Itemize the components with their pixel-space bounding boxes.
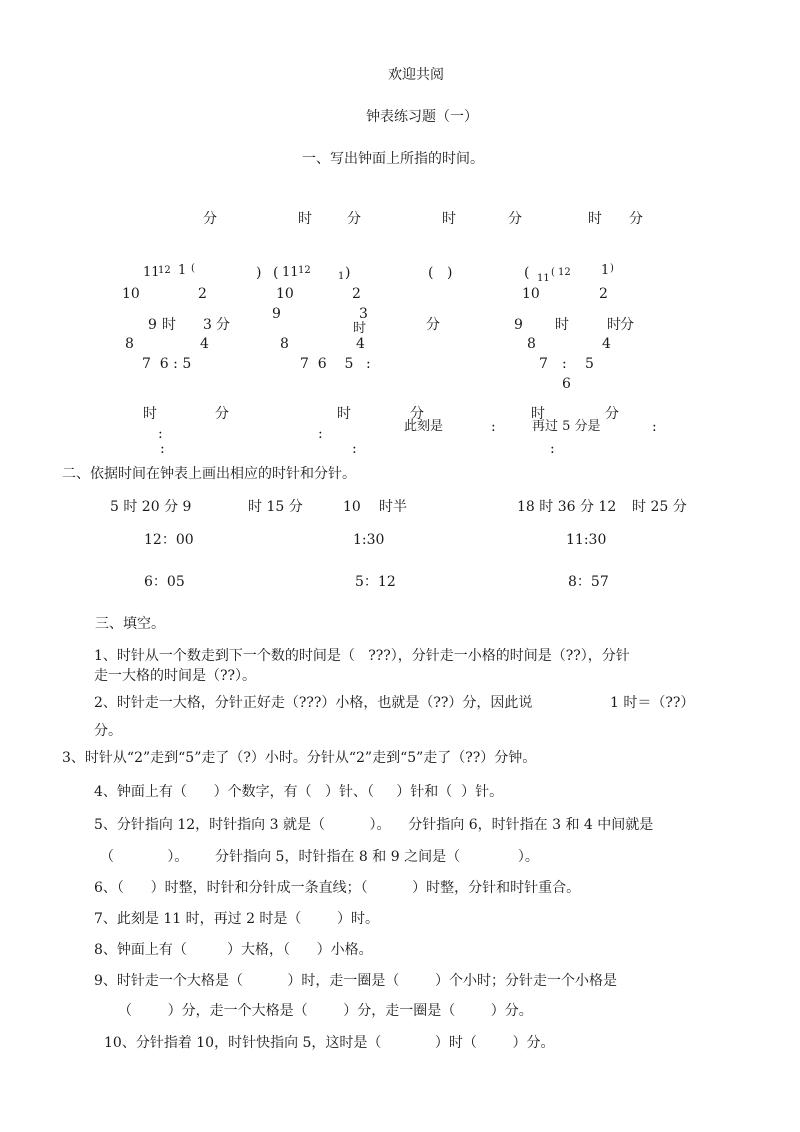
- question-6: 6、（ ）时整，时针和分针成一条直线；（ ）时整，分针和时针重合。: [94, 880, 581, 896]
- question-8: 8、钟面上有（ ）大格，（ ）小格。: [94, 942, 373, 958]
- clock3-numeral-5: 5: [585, 356, 594, 372]
- section2-heading: 二、依据时间在钟表上画出相应的时针和分针。: [62, 466, 356, 482]
- answer-paren: (: [273, 265, 279, 281]
- section3-heading: 三、填空。: [95, 616, 165, 632]
- clock2-numerals-bottom: 7 6 5: [300, 356, 354, 372]
- question-9-line1: 9、时针走一个大格是（ ）时，走一圈是（ ）个小时；分针走一个小格是: [94, 973, 618, 989]
- unit-label: 分: [629, 211, 643, 227]
- colon-mark: :: [652, 419, 657, 435]
- clock3-numeral-4: 4: [602, 336, 611, 352]
- clock3-numeral-7: 7: [539, 356, 548, 372]
- question-10: 10、分针指着 10，时针快指向 5，这时是（ ）时（ ）分。: [104, 1035, 555, 1051]
- answer-paren: (: [551, 267, 555, 278]
- answer-paren: ): [345, 265, 351, 281]
- section1-heading: 一、写出钟面上所指的时间。: [302, 151, 484, 167]
- digital-time: 11:30: [566, 532, 607, 548]
- colon-mark: :: [318, 426, 323, 442]
- unit-label: 时: [298, 211, 312, 227]
- clock3-numeral-11: 11: [537, 273, 550, 284]
- clock3-numeral-6: 6: [562, 376, 571, 392]
- colon-mark: :: [158, 426, 163, 442]
- unit-label: 分: [508, 211, 522, 227]
- question-7: 7、此刻是 11 时，再过 2 时是（ ）时。: [94, 911, 380, 927]
- clock1-numeral-9: 9: [148, 317, 157, 333]
- colon-mark: :: [160, 441, 165, 457]
- question-1-line2: 走一大格的时间是（??）。: [94, 668, 257, 684]
- time-prompt: 18 时 36 分 12: [517, 499, 617, 515]
- colon-mark: :: [562, 356, 567, 372]
- question-3: 3、时针从“2”走到“5”走了（?）小时。分针从“2”走到“5”走了（??）分钟。: [62, 750, 537, 766]
- question-2-line2: 分。: [94, 723, 122, 739]
- now-note: 此刻是: [404, 419, 444, 434]
- time-prompt: 时半: [379, 499, 407, 515]
- clock1-numeral-1: 1: [178, 263, 187, 278]
- answer-minute-label: 分: [410, 406, 424, 422]
- colon-mark: :: [352, 441, 357, 457]
- digital-time: 5：12: [355, 574, 396, 590]
- minute-label: 分: [216, 317, 230, 333]
- minute-label: 分: [620, 317, 634, 333]
- clock1-numeral-3: 3: [203, 317, 212, 333]
- colon-mark: :: [491, 419, 496, 435]
- answer-hour-label: 时: [143, 406, 157, 422]
- page-title: 钟表练习题（一）: [366, 109, 478, 125]
- hour-label: 时: [555, 317, 569, 333]
- clock2-numeral-2: 2: [352, 286, 361, 302]
- answer-paren: ): [610, 263, 614, 274]
- clock3-numeral-3: 时: [607, 317, 621, 333]
- unit-label: 分: [203, 211, 217, 227]
- clock2-numeral-8: 8: [280, 336, 289, 352]
- unit-label: 时: [588, 211, 602, 227]
- clock3-numeral-12: 12: [558, 267, 571, 278]
- colon-mark: :: [366, 356, 371, 372]
- clock3-numeral-10: 10: [522, 286, 540, 302]
- clock2-numeral-1: 1: [338, 271, 345, 282]
- minute-label: 分: [426, 317, 440, 333]
- clock2-numeral-10: 10: [276, 286, 294, 302]
- answer-minute-label: 分: [605, 406, 619, 422]
- clock3-numeral-8: 8: [527, 336, 536, 352]
- clock2-numeral-4: 4: [356, 336, 365, 352]
- question-5-line2: （ ）。 分针指向 5，时针指在 8 和 9 之间是（ ）。: [100, 849, 539, 865]
- clock3-numeral-9: 9: [514, 317, 523, 333]
- answer-paren: (: [524, 265, 530, 281]
- unit-label: 时: [442, 211, 456, 227]
- clock2-numeral-11: 11: [282, 265, 299, 280]
- time-prompt: 时 25 分: [632, 499, 687, 515]
- clock3-numeral-2: 2: [599, 286, 608, 302]
- clock1-numeral-8: 8: [125, 336, 134, 352]
- digital-time: 6：05: [144, 574, 185, 590]
- answer-hour-label: 时: [337, 406, 351, 422]
- clock1-numeral-10: 10: [122, 286, 140, 302]
- digital-time: 1:30: [353, 532, 385, 548]
- answer-paren: ): [447, 265, 453, 281]
- answer-minute-label: 分: [215, 406, 229, 422]
- question-1-line1: 1、时针从一个数走到下一个数的时间是（ ???），分针走一小格的时间是（??），分针: [94, 648, 630, 664]
- clock2-numeral-3: 3: [359, 306, 368, 322]
- clock1-numeral-2: 2: [198, 286, 207, 302]
- later-note: 再过 5 分是: [532, 419, 601, 434]
- question-9-line2: （ ）分，走一个大格是（ ）分，走一圈是（ ）分。: [118, 1003, 533, 1019]
- time-prompt: 10: [343, 499, 361, 515]
- page-watermark: 欢迎共阅: [388, 67, 444, 83]
- question-2-line1: 2、时针走一大格，分针正好走（???）小格，也就是（??）分，因此说: [94, 695, 533, 711]
- answer-paren: (: [191, 263, 195, 274]
- question-4: 4、钟面上有（ ）个数字，有（ ）针、（ ）针和（ ）针。: [94, 784, 504, 800]
- answer-hour-label: 时: [531, 406, 545, 422]
- time-prompt: 时 15 分: [248, 499, 303, 515]
- answer-paren: (: [428, 265, 434, 281]
- digital-time: 12：00: [144, 532, 194, 548]
- digital-time: 8：57: [568, 574, 609, 590]
- time-prompt: 5 时 20 分 9: [110, 499, 192, 515]
- clock3-numeral-1: 1: [601, 263, 610, 278]
- clock1-numerals-bottom: 7 6 : 5: [142, 356, 192, 372]
- colon-mark: :: [550, 441, 555, 457]
- clock2-numeral-9: 9: [272, 306, 281, 322]
- question-2-line1-end: 1 时＝（??）: [610, 695, 695, 711]
- hour-label: 时: [353, 321, 367, 336]
- clock1-numeral-11: 11: [143, 265, 160, 280]
- clock2-numeral-12: 12: [298, 265, 311, 276]
- clock1-numeral-4: 4: [200, 336, 209, 352]
- question-5-line1: 5、分针指向 12，时针指向 3 就是（ ）。 分针指向 6，时针指在 3 和 4 中间就是: [94, 817, 654, 833]
- unit-label: 分: [347, 211, 361, 227]
- answer-paren: ): [256, 265, 262, 281]
- clock1-numeral-12: 12: [158, 265, 171, 276]
- hour-label: 时: [162, 317, 176, 333]
